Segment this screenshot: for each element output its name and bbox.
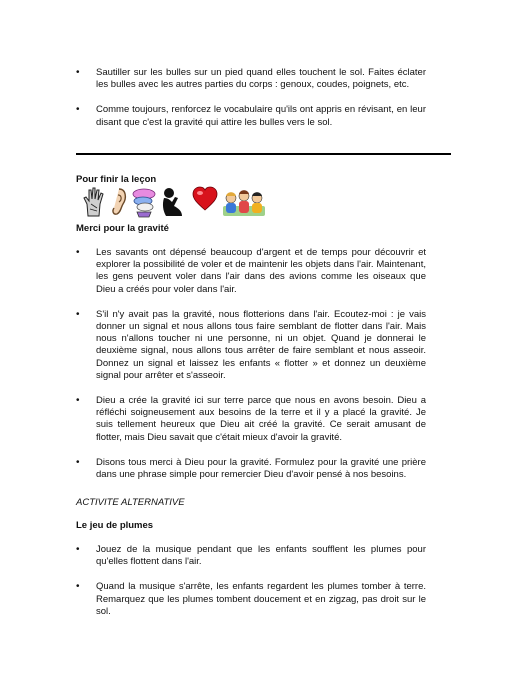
list-item: • Dieu a crée la gravité ici sur terre parce que nous en avons besoin. Dieu a réfléchi soigneusement aux besoins de la terre et il y a placé la gravité. Je suis tellement heureux que Dieu ait créé la gravité. Ce serait amusant de flotter, mais Dieu savait que c'était mieux d'avoir la gravité. (76, 395, 426, 444)
list-item: • Les savants ont dépensé beaucoup d'argent et de temps pour découvrir et explorer la possibilité de voler et de maintenir les objets dans l'air. Maintenant, les gens peuvent voler dans l'air dans des avions comme les oiseaux que Dieu a créés pour voler dans l'air. (76, 247, 426, 296)
top-bullet-list (76, 67, 426, 142)
list-item: • Quand la musique s'arrête, les enfants regardent les plumes tomber à terre. Remarquez que les plumes tombent doucement et en zigzag, pas droit sur le sol. (76, 581, 426, 618)
subsection-title: Merci pour la gravité (76, 223, 169, 234)
heart-icon (192, 186, 218, 212)
list-item: • S'il n'y avait pas la gravité, nous flotterions dans l'air. Ecoutez-moi : je vais donner un signal et nous allons tous faire semblant de flotter dans l'air. Mais nous n'allons toucher ni une personne, ni un objet. Quand je donnerai le deuxième signal, nous allons tous arrêter de faire semblant et nous asseoir. Donnez un signal et laissez les enfants « flotter » et donnez un deuxième signal pour arrêter et s'asseoir. (76, 309, 426, 382)
children-group-icon (222, 186, 266, 218)
list-item: • Comme toujours, renforcez le vocabulaire qu'ils ont appris en révisant, en leur disant que c'est la gravité qui attire les bulles vers le sol. (76, 104, 426, 128)
list-item: • Disons tous merci à Dieu pour la gravité. Formulez pour la gravité une prière dans une phrase simple pour remercier Dieu d'avoir pensé à nos besoins. (76, 457, 426, 481)
ear-icon (109, 186, 129, 218)
list-item: • Sautiller sur les bulles sur un pied quand elles touchent le sol. Faites éclater les bulles avec les autres parties du corps : genoux, coudes, poignets, etc. (76, 67, 426, 91)
list-item: • Jouez de la musique pendant que les enfants soufflent les plumes pour qu'elles flottent dans l'air. (76, 544, 426, 568)
section-divider (76, 153, 451, 155)
clipart-row (82, 186, 282, 220)
merci-bullet-list (76, 247, 426, 494)
praying-child-icon (160, 186, 186, 218)
alternative-activity-title: ACTIVITE ALTERNATIVE (76, 497, 185, 508)
section-title: Pour finir la leçon (76, 174, 157, 185)
game-title: Le jeu de plumes (76, 520, 154, 531)
flower-stack-icon (131, 186, 157, 218)
hand-icon (82, 186, 106, 218)
game-bullet-list (76, 544, 426, 631)
